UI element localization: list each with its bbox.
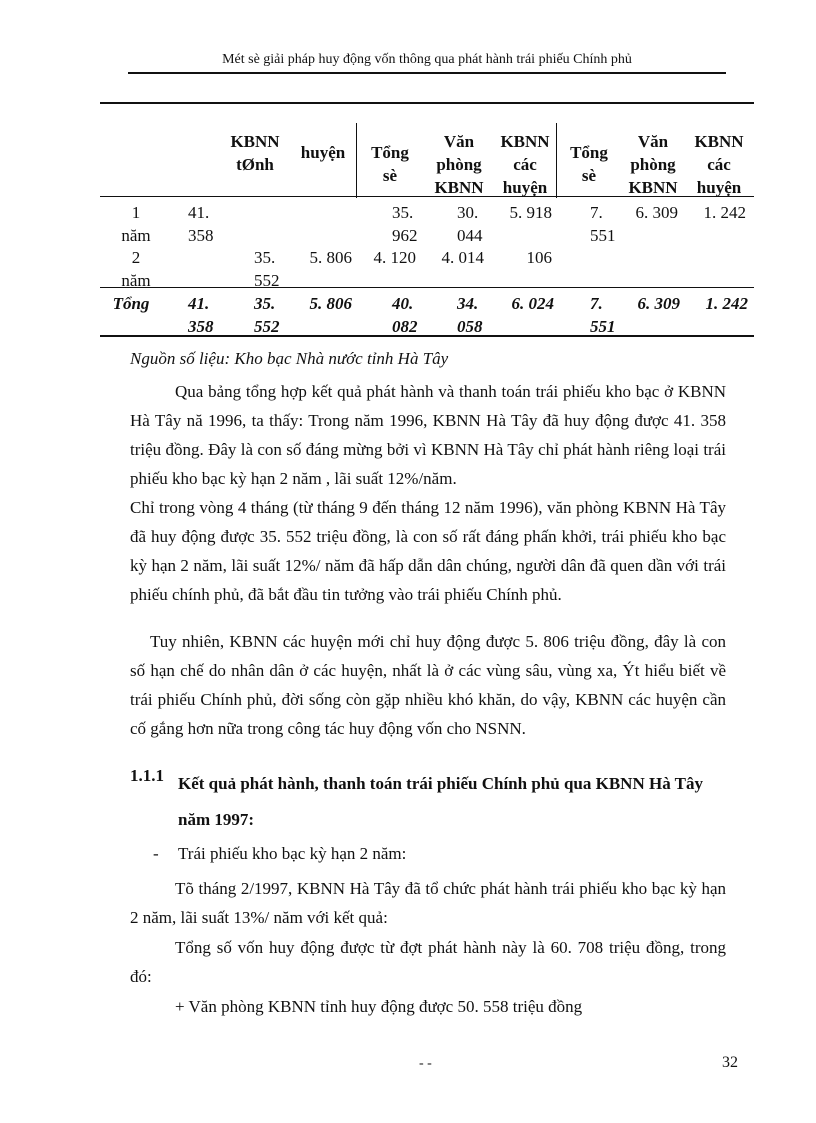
header-huyen: huyện — [300, 143, 346, 162]
row-label: 2 năm — [121, 248, 151, 290]
header-van-phong-1: Văn phòng KBNN — [434, 132, 484, 197]
cell-van-phong-2: 6. 309 — [635, 203, 678, 222]
total-cell-huyen: 5. 806 — [309, 294, 352, 313]
body-paragraph: Tổng số vốn huy động được từ đợt phát hành này là 60. 708 triệu đồng, trong đó: — [130, 938, 726, 986]
table-top-rule — [100, 102, 754, 104]
section-title: Kết quả phát hành, thanh toán trái phiếu Chính phủ qua KBNN Hà Tây năm 1997: — [178, 774, 703, 829]
total-cell-tong-1: 40. 082 — [392, 294, 418, 336]
header-tong-1: Tổng sè — [371, 143, 409, 185]
cell-van-phong-1: 30. 044 — [457, 203, 483, 245]
footer-dashes: - - — [419, 1056, 432, 1071]
cell-van-phong-1: 4. 014 — [441, 248, 484, 267]
bullet-text: Trái phiếu kho bạc kỳ hạn 2 năm: — [178, 844, 407, 863]
header-kbnn-tinh: KBNN tØnh — [230, 132, 280, 174]
total-cell-cac-huyen-1: 6. 024 — [511, 294, 554, 313]
total-cell-cac-huyen-2: 1. 242 — [705, 294, 748, 313]
header-van-phong-2: Văn phòng KBNN — [628, 132, 678, 197]
total-cell-tong-2: 7. 551 — [590, 294, 616, 336]
total-cell-kbnn-tinh: 35. 552 — [254, 294, 280, 336]
cell-cac-huyen-1: 5. 918 — [509, 203, 552, 222]
body-paragraph: Chỉ trong vòng 4 tháng (từ tháng 9 đến tháng 12 năm 1996), văn phòng KBNN Hà Tây đã huy động được 35. 552 triệu đồng, là con số rất đáng phấn khởi, trái phiếu kho bạc kỳ hạn 2 năm, lãi suất 12%/ năm đã hấp dẫn dân chúng, người dân đã quen dần với trái phiếu chính phủ, đã bắt đầu tin tưởng vào trái phiếu Chính phủ. — [130, 498, 726, 604]
body-paragraph: + Văn phòng KBNN tỉnh huy động được 50. 558 triệu đồng — [175, 997, 583, 1016]
header-rule — [128, 72, 726, 74]
total-cell-van-phong-2: 6. 309 — [637, 294, 680, 313]
source-note: Nguồn số liệu: Kho bạc Nhà nước tỉnh Hà Tây — [130, 349, 449, 368]
cell-tong-2: 7. 551 — [590, 203, 616, 245]
header-kbnn-cac-huyen-2: KBNN các huyện — [694, 132, 744, 197]
cell-huyen: 5. 806 — [309, 248, 352, 267]
cell-total: 41. 358 — [188, 203, 214, 245]
total-label: Tổng — [112, 294, 150, 313]
body-paragraph: Tõ tháng 2/1997, KBNN Hà Tây đã tổ chức phát hành trái phiếu kho bạc kỳ hạn 2 năm, lãi suất 13%/ năm với kết quả: — [130, 879, 726, 927]
table-total-rule — [100, 287, 754, 288]
cell-tong-1: 4. 120 — [373, 248, 416, 267]
cell-kbnn-tinh: 35. 552 — [254, 248, 280, 290]
table-column-separator — [356, 123, 357, 198]
header-kbnn-cac-huyen-1: KBNN các huyện — [500, 132, 550, 197]
bullet-marker: - — [153, 844, 159, 863]
running-header: Mét sè giải pháp huy động vốn thông qua phát hành trái phiếu Chính phủ — [222, 52, 632, 67]
header-tong-2: Tổng sè — [570, 143, 608, 185]
total-cell-van-phong-1: 34. 058 — [457, 294, 483, 336]
page-number: 32 — [722, 1054, 738, 1071]
cell-cac-huyen-1: 106 — [526, 248, 552, 267]
total-cell-total: 41. 358 — [188, 294, 214, 336]
body-paragraph: Tuy nhiên, KBNN các huyện mới chỉ huy động được 5. 806 triệu đồng, đây là con số hạn chế do nhân dân ở các huyện, nhất là ở các vùng sâu, vùng xa, Ýt hiểu biết về trái phiếu Chính phủ, đời sống còn gặp nhiều khó khăn, do vậy, KBNN các huyện cần cố gắng hơn nữa trong công tác huy động vốn cho NSNN. — [130, 632, 726, 738]
body-paragraph: Qua bảng tổng hợp kết quả phát hành và thanh toán trái phiếu kho bạc ở KBNN Hà Tây nă 1996, ta thấy: Trong năm 1996, KBNN Hà Tây đã huy động được 41. 358 triệu đồng. Đây là con số đáng mừng bởi vì KBNN Hà Tây chỉ phát hành riêng loại trái phiếu kho bạc kỳ hạn 2 năm , lãi suất 12%/năm. — [130, 382, 726, 488]
cell-cac-huyen-2: 1. 242 — [703, 203, 746, 222]
section-number: 1.1.1 — [130, 766, 164, 785]
row-label: 1 năm — [121, 203, 151, 245]
cell-tong-1: 35. 962 — [392, 203, 418, 245]
